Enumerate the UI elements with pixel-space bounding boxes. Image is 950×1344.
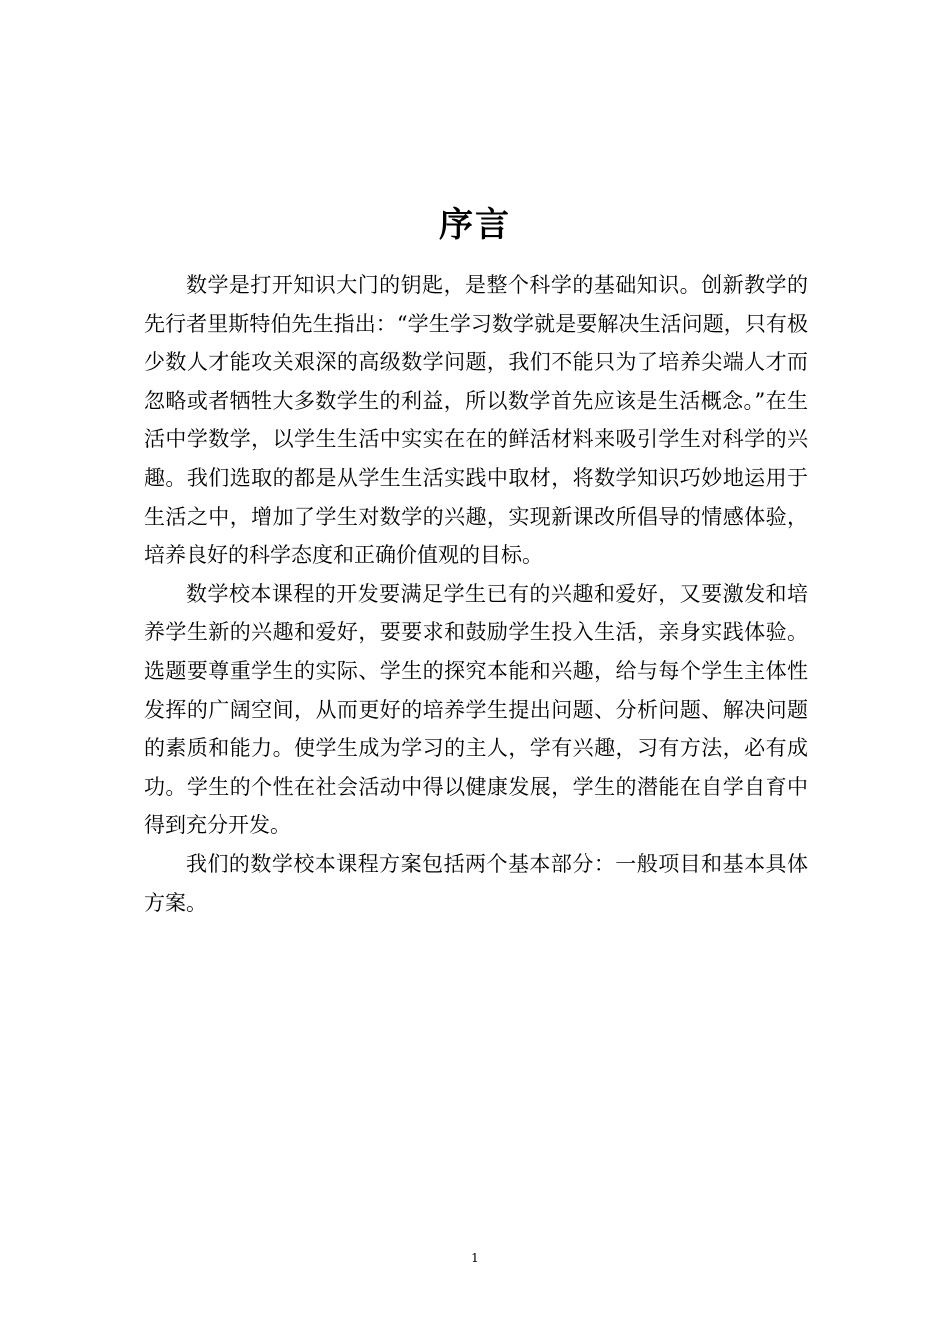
paragraph-2: 数学校本课程的开发要满足学生已有的兴趣和爱好，又要激发和培养学生新的兴趣和爱好，要要求和鼓励学生投入生活，亲身实践体验。选题要尊重学生的实际、学生的探究本能和兴趣，给与每个学生主体性发挥的广阔空间，从而更好的培养学生提出问题、分析问题、解决问题的素质和能力。使学生成为学习的主人，学有兴趣，习有方法，必有成功。学生的个性在社会活动中得以健康发展，学生的潜能在自学自育中得到充分开发。 bbox=[144, 581, 808, 838]
page-title: 序言 bbox=[439, 205, 511, 245]
paragraph-1: 数学是打开知识大门的钥匙，是整个科学的基础知识。创新教学的先行者里斯特伯先生指出：“学生学习数学就是要解决生活问题，只有极少数人才能攻关艰深的高级数学问题，我们不能只为了培养尖端人才而忽略或者牺牲大多数学生的利益，所以数学首先应该是生活概念。”在生活中学数学，以学生生活中实实在在的鲜活材料来吸引学生对科学的兴趣。我们选取的都是从学生生活实践中取材，将数学知识巧妙地运用于生活之中，增加了学生对数学的兴趣，实现新课改所倡导的情感体验，培养良好的科学态度和正确价值观的目标。 bbox=[144, 273, 808, 568]
paragraph-3: 我们的数学校本课程方案包括两个基本部分：一般项目和基本具体方案。 bbox=[144, 851, 808, 915]
body-text bbox=[144, 266, 808, 922]
page-number: 1 bbox=[471, 1251, 479, 1265]
